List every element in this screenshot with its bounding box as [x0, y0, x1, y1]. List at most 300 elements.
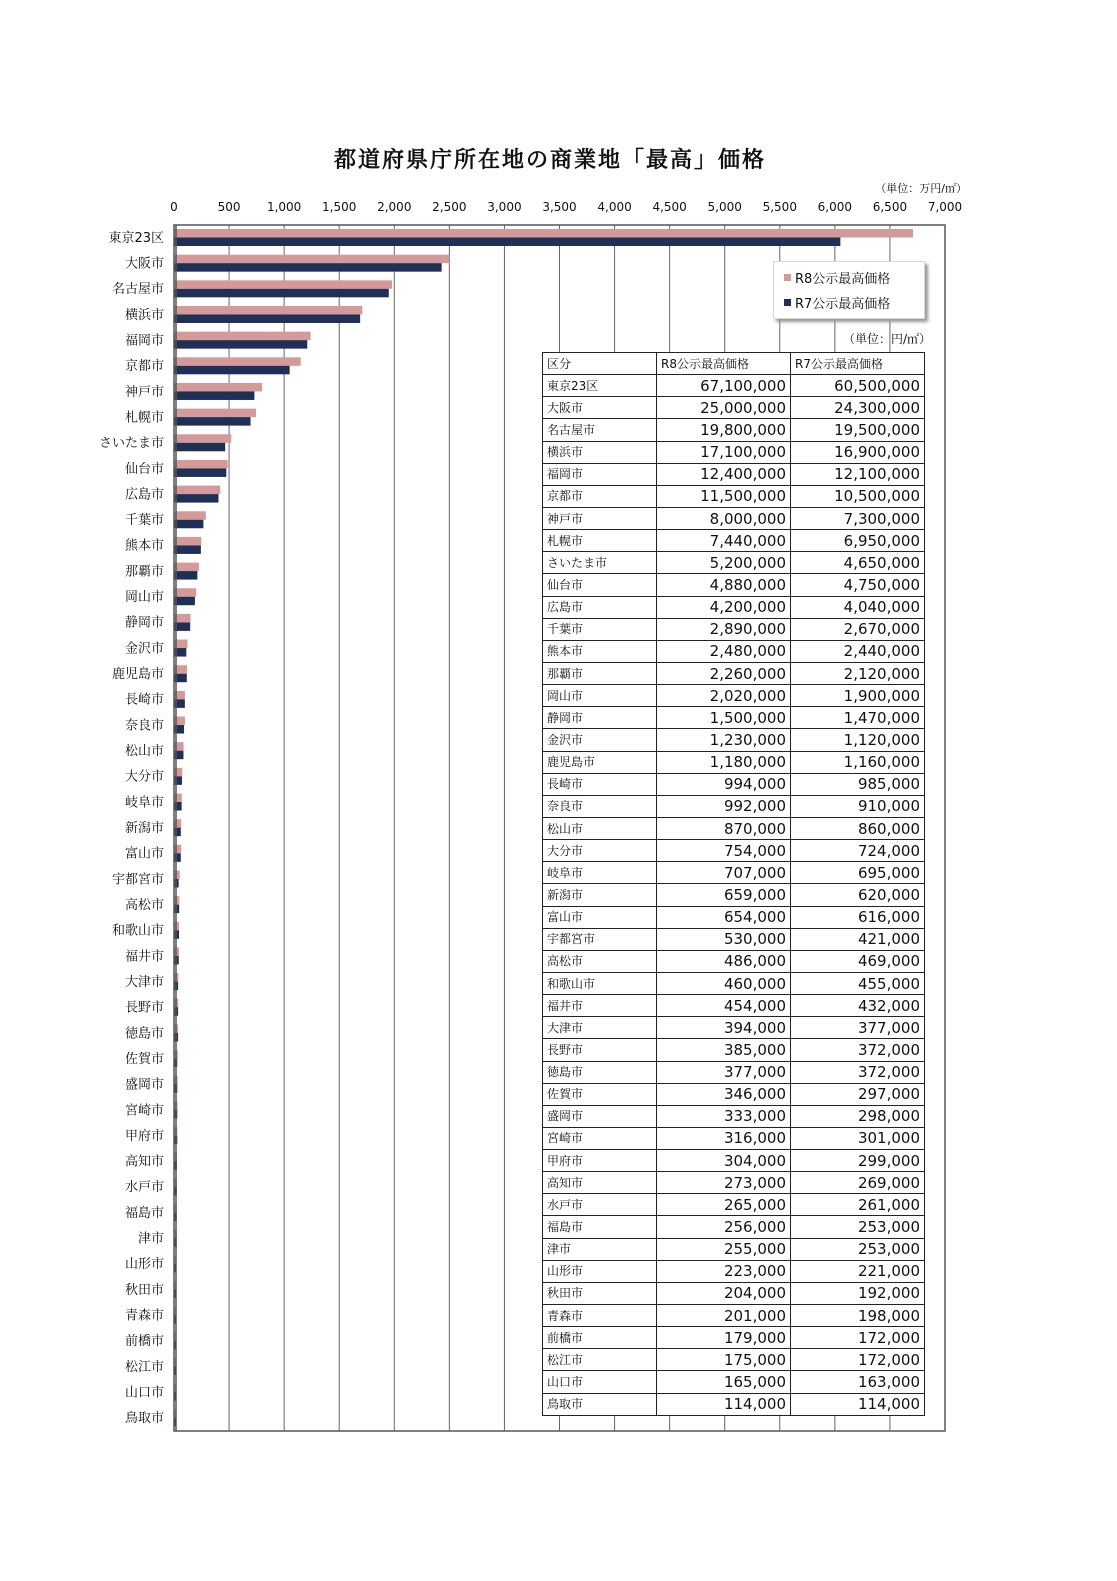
cell-city: 奈良市 [543, 795, 657, 817]
cell-r7-price: 163,000 [791, 1371, 925, 1393]
bar-r7 [174, 391, 254, 400]
cell-city: 高松市 [543, 950, 657, 972]
category-label: 長野市 [124, 1000, 164, 1016]
cell-r8-price: 486,000 [657, 950, 791, 972]
table-row [543, 685, 925, 707]
table-row [543, 707, 925, 729]
cell-city: 大分市 [543, 840, 657, 862]
bar-r7 [174, 468, 226, 477]
bar-r8 [174, 819, 181, 828]
cell-city: 高知市 [543, 1172, 657, 1194]
category-label: 新潟市 [124, 821, 164, 836]
bar-r8 [174, 870, 180, 879]
category-label: 長崎市 [124, 692, 164, 708]
table-row [543, 751, 925, 773]
table-row [543, 1017, 925, 1039]
cell-city: 福井市 [543, 995, 657, 1017]
bar-r7 [174, 828, 181, 837]
cell-r8-price: 256,000 [657, 1216, 791, 1238]
cell-r7-price: 372,000 [791, 1039, 925, 1061]
cell-city: 那覇市 [543, 662, 657, 684]
table-row [543, 1371, 925, 1393]
legend-swatch-r7 [784, 299, 791, 306]
category-label: 高松市 [124, 897, 164, 913]
cell-r8-price: 4,880,000 [657, 574, 791, 596]
category-label: 松山市 [124, 744, 164, 760]
cell-r7-price: 4,040,000 [791, 596, 925, 618]
bar-r7 [174, 776, 182, 785]
cell-r7-price: 192,000 [791, 1282, 925, 1304]
cell-r7-price: 4,750,000 [791, 574, 925, 596]
cell-r8-price: 19,800,000 [657, 419, 791, 441]
cell-city: 新潟市 [543, 884, 657, 906]
category-label: 岡山市 [124, 590, 164, 606]
cell-city: 岡山市 [543, 685, 657, 707]
x-tick-label: 4,500 [652, 200, 687, 214]
category-label: 青森市 [124, 1308, 164, 1324]
cell-r8-price: 754,000 [657, 840, 791, 862]
bar-r7 [174, 571, 197, 580]
bar-r8 [174, 768, 182, 777]
category-label: 宇都宮市 [111, 872, 164, 888]
category-label: 甲府市 [124, 1128, 164, 1144]
cell-r8-price: 454,000 [657, 995, 791, 1017]
category-label: 富山市 [124, 846, 164, 862]
cell-r8-price: 2,890,000 [657, 618, 791, 640]
cell-r7-price: 299,000 [791, 1150, 925, 1172]
table-row [543, 485, 925, 507]
cell-city: 徳島市 [543, 1061, 657, 1083]
bar-r8 [174, 255, 449, 264]
cell-city: 大津市 [543, 1017, 657, 1039]
cell-r8-price: 460,000 [657, 972, 791, 994]
bar-r7 [174, 494, 218, 503]
cell-r7-price: 253,000 [791, 1238, 925, 1260]
bar-r8 [174, 280, 392, 289]
cell-r8-price: 377,000 [657, 1061, 791, 1083]
cell-r8-price: 175,000 [657, 1349, 791, 1371]
bar-r7 [174, 289, 389, 298]
cell-r8-price: 654,000 [657, 906, 791, 928]
cell-r8-price: 4,200,000 [657, 596, 791, 618]
cell-city: 宮崎市 [543, 1127, 657, 1149]
category-label: 福島市 [124, 1205, 164, 1221]
cell-r8-price: 870,000 [657, 817, 791, 839]
cell-r8-price: 273,000 [657, 1172, 791, 1194]
table-row [543, 817, 925, 839]
category-label: 大津市 [124, 974, 164, 990]
table-row [543, 1305, 925, 1327]
category-label: 金沢市 [124, 641, 164, 657]
category-labels [99, 230, 164, 1426]
cell-city: 津市 [543, 1238, 657, 1260]
cell-city: 青森市 [543, 1305, 657, 1327]
cell-r8-price: 114,000 [657, 1393, 791, 1415]
category-label: 前橋市 [124, 1334, 164, 1350]
cell-r8-price: 992,000 [657, 795, 791, 817]
category-label: 千葉市 [124, 513, 164, 529]
table-row [543, 1172, 925, 1194]
cell-r8-price: 346,000 [657, 1083, 791, 1105]
cell-r7-price: 221,000 [791, 1260, 925, 1282]
legend-item-r7 [784, 293, 890, 312]
cell-city: 仙台市 [543, 574, 657, 596]
cell-city: 和歌山市 [543, 972, 657, 994]
cell-r8-price: 223,000 [657, 1260, 791, 1282]
category-label: 福井市 [124, 949, 164, 965]
category-label: 仙台市 [124, 461, 164, 477]
category-label: 岐阜市 [124, 795, 164, 811]
cell-city: 横浜市 [543, 441, 657, 463]
table-row [543, 397, 925, 419]
cell-city: 福島市 [543, 1216, 657, 1238]
table-row [543, 1127, 925, 1149]
legend-label-r7: R7公示最高価格 [795, 297, 891, 312]
bar-r7 [174, 263, 442, 272]
table-row [543, 773, 925, 795]
cell-city: 広島市 [543, 596, 657, 618]
table-row [543, 928, 925, 950]
table-row [543, 1150, 925, 1172]
table-row [543, 441, 925, 463]
x-tick-labels [170, 200, 962, 214]
x-tick-label: 1,000 [266, 200, 302, 214]
table-row [543, 1327, 925, 1349]
table-row [543, 574, 925, 596]
x-tick-label: 7,000 [927, 200, 963, 214]
cell-r7-price: 19,500,000 [791, 419, 925, 441]
bar-r8 [174, 588, 196, 597]
cell-r7-price: 297,000 [791, 1083, 925, 1105]
table-row [543, 862, 925, 884]
cell-city: 金沢市 [543, 729, 657, 751]
table-row [543, 463, 925, 485]
cell-city: 秋田市 [543, 1282, 657, 1304]
bar-r8 [174, 306, 362, 315]
cell-city: 山口市 [543, 1371, 657, 1393]
cell-r7-price: 6,950,000 [791, 530, 925, 552]
cell-r7-price: 860,000 [791, 817, 925, 839]
bar-r8 [174, 434, 231, 443]
cell-r7-price: 24,300,000 [791, 397, 925, 419]
table-row [543, 950, 925, 972]
cell-r8-price: 17,100,000 [657, 441, 791, 463]
cell-r8-price: 1,500,000 [657, 707, 791, 729]
cell-city: 長崎市 [543, 773, 657, 795]
table-row [543, 1349, 925, 1371]
category-label: 佐賀市 [124, 1051, 164, 1067]
category-label: 宮崎市 [124, 1103, 164, 1119]
bar-r8 [174, 332, 311, 341]
cell-r8-price: 2,260,000 [657, 662, 791, 684]
category-label: 鳥取市 [124, 1411, 164, 1427]
table-row [543, 618, 925, 640]
cell-r8-price: 707,000 [657, 862, 791, 884]
cell-r8-price: 1,230,000 [657, 729, 791, 751]
x-tick-label: 6,000 [817, 200, 853, 214]
table-row [543, 552, 925, 574]
cell-city: 名古屋市 [543, 419, 657, 441]
cell-city: 千葉市 [543, 618, 657, 640]
cell-r7-price: 269,000 [791, 1172, 925, 1194]
cell-r7-price: 695,000 [791, 862, 925, 884]
table-row [543, 1238, 925, 1260]
cell-r7-price: 60,500,000 [791, 375, 925, 397]
bar-r7 [174, 417, 251, 426]
category-label: 東京23区 [108, 230, 164, 246]
cell-r7-price: 16,900,000 [791, 441, 925, 463]
category-label: 盛岡市 [124, 1077, 164, 1093]
cell-r8-price: 385,000 [657, 1039, 791, 1061]
cell-r8-price: 994,000 [657, 773, 791, 795]
bar-r8 [174, 511, 206, 520]
cell-r7-price: 421,000 [791, 928, 925, 950]
legend-item-r8 [784, 268, 890, 287]
table-row [543, 530, 925, 552]
cell-r8-price: 2,480,000 [657, 640, 791, 662]
cell-r7-price: 198,000 [791, 1305, 925, 1327]
cell-r8-price: 5,200,000 [657, 552, 791, 574]
bar-r8 [174, 383, 262, 392]
cell-r7-price: 2,120,000 [791, 662, 925, 684]
table-header-row [543, 353, 925, 375]
cell-r8-price: 11,500,000 [657, 485, 791, 507]
cell-r8-price: 7,440,000 [657, 530, 791, 552]
table-row [543, 640, 925, 662]
bar-r8 [174, 537, 201, 546]
category-label: さいたま市 [98, 436, 164, 452]
category-label: 大分市 [124, 769, 164, 785]
table-row [543, 884, 925, 906]
x-tick-label: 4,000 [597, 200, 632, 214]
cell-city: 前橋市 [543, 1327, 657, 1349]
category-label: 奈良市 [124, 718, 164, 734]
cell-r8-price: 255,000 [657, 1238, 791, 1260]
cell-r8-price: 265,000 [657, 1194, 791, 1216]
category-label: 熊本市 [124, 538, 164, 554]
cell-city: 神戸市 [543, 507, 657, 529]
legend [773, 261, 925, 319]
cell-r8-price: 304,000 [657, 1150, 791, 1172]
x-tick-label: 500 [217, 200, 241, 214]
category-label: 大阪市 [124, 256, 164, 272]
cell-r8-price: 2,020,000 [657, 685, 791, 707]
x-tick-label: 3,500 [542, 200, 577, 214]
cell-r8-price: 8,000,000 [657, 507, 791, 529]
table-row [543, 662, 925, 684]
table-row [543, 1260, 925, 1282]
cell-r8-price: 204,000 [657, 1282, 791, 1304]
cell-r7-price: 616,000 [791, 906, 925, 928]
price-table [542, 352, 925, 1416]
cell-r7-price: 7,300,000 [791, 507, 925, 529]
category-label: 広島市 [124, 487, 164, 503]
cell-city: 大阪市 [543, 397, 657, 419]
cell-city: さいたま市 [543, 552, 657, 574]
table-row [543, 1039, 925, 1061]
category-label: 札幌市 [124, 410, 164, 426]
cell-city: 岐阜市 [543, 862, 657, 884]
table-row [543, 729, 925, 751]
table-unit-label: （単位：円/㎡） [843, 332, 932, 346]
bar-r7 [174, 802, 182, 811]
cell-city: 鹿児島市 [543, 751, 657, 773]
cell-city: 山形市 [543, 1260, 657, 1282]
bar-r8 [174, 486, 220, 495]
table-row [543, 1061, 925, 1083]
cell-city: 松山市 [543, 817, 657, 839]
table-row [543, 995, 925, 1017]
cell-city: 熊本市 [543, 640, 657, 662]
cell-r7-price: 253,000 [791, 1216, 925, 1238]
header-r8: R8公示最高価格 [657, 353, 791, 375]
cell-r8-price: 1,180,000 [657, 751, 791, 773]
cell-r7-price: 4,650,000 [791, 552, 925, 574]
cell-r7-price: 1,120,000 [791, 729, 925, 751]
bar-r7 [174, 853, 181, 862]
cell-r8-price: 201,000 [657, 1305, 791, 1327]
cell-r7-price: 12,100,000 [791, 463, 925, 485]
table-row [543, 972, 925, 994]
category-label: 神戸市 [124, 384, 164, 400]
cell-r7-price: 172,000 [791, 1349, 925, 1371]
bar-r7 [174, 314, 360, 323]
category-label: 水戸市 [124, 1180, 164, 1196]
category-label: 松江市 [124, 1359, 164, 1375]
header-r7: R7公示最高価格 [791, 353, 925, 375]
table-row [543, 1194, 925, 1216]
table-row [543, 1393, 925, 1415]
cell-city: 静岡市 [543, 707, 657, 729]
x-tick-label: 6,500 [872, 200, 908, 214]
bar-r7 [174, 520, 203, 529]
table-row [543, 1216, 925, 1238]
x-tick-label: 5,500 [762, 200, 797, 214]
header-category: 区分 [543, 353, 657, 375]
category-label: 京都市 [124, 359, 164, 375]
cell-r8-price: 394,000 [657, 1017, 791, 1039]
cell-city: 松江市 [543, 1349, 657, 1371]
cell-r7-price: 620,000 [791, 884, 925, 906]
category-label: 和歌山市 [111, 923, 164, 939]
cell-city: 佐賀市 [543, 1083, 657, 1105]
cell-r7-price: 301,000 [791, 1127, 925, 1149]
cell-r8-price: 67,100,000 [657, 375, 791, 397]
cell-r8-price: 333,000 [657, 1105, 791, 1127]
cell-r7-price: 1,900,000 [791, 685, 925, 707]
cell-r8-price: 316,000 [657, 1127, 791, 1149]
cell-city: 富山市 [543, 906, 657, 928]
cell-city: 長野市 [543, 1039, 657, 1061]
cell-city: 福岡市 [543, 463, 657, 485]
bar-r7 [174, 545, 201, 554]
category-label: 高知市 [124, 1154, 164, 1170]
chart-title: 都道府県庁所在地の商業地「最高」価格 [333, 148, 766, 173]
cell-r8-price: 659,000 [657, 884, 791, 906]
bar-r7 [174, 238, 840, 247]
chart-unit-label: （単位：万円/㎡） [875, 182, 967, 195]
category-label: 山口市 [124, 1385, 164, 1401]
cell-r7-price: 114,000 [791, 1393, 925, 1415]
bar-r8 [174, 563, 199, 572]
bar-r8 [174, 794, 182, 803]
bar-r8 [174, 357, 301, 366]
table-row [543, 840, 925, 862]
category-label: 名古屋市 [111, 282, 164, 298]
cell-city: 宇都宮市 [543, 928, 657, 950]
category-label: 横浜市 [124, 307, 164, 323]
cell-r7-price: 1,470,000 [791, 707, 925, 729]
bar-r8 [174, 229, 913, 238]
bar-r7 [174, 597, 195, 606]
cell-r7-price: 455,000 [791, 972, 925, 994]
category-label: 鹿児島市 [111, 667, 164, 683]
x-tick-label: 2,500 [432, 200, 467, 214]
table-row [543, 596, 925, 618]
table-row [543, 1105, 925, 1127]
cell-r7-price: 910,000 [791, 795, 925, 817]
category-label: 福岡市 [124, 333, 164, 349]
cell-city: 鳥取市 [543, 1393, 657, 1415]
legend-swatch-r8 [784, 274, 791, 281]
table-row [543, 906, 925, 928]
category-label: 徳島市 [124, 1026, 164, 1042]
table-row [543, 1083, 925, 1105]
table-row [543, 375, 925, 397]
cell-r7-price: 372,000 [791, 1061, 925, 1083]
category-label: 秋田市 [124, 1282, 164, 1298]
x-tick-label: 5,000 [707, 200, 742, 214]
cell-r7-price: 1,160,000 [791, 751, 925, 773]
cell-city: 東京23区 [543, 375, 657, 397]
category-label: 那覇市 [124, 564, 164, 580]
bar-r8 [174, 409, 256, 418]
category-label: 津市 [137, 1231, 164, 1247]
cell-r8-price: 530,000 [657, 928, 791, 950]
cell-r7-price: 724,000 [791, 840, 925, 862]
cell-r7-price: 2,670,000 [791, 618, 925, 640]
bar-r7 [174, 443, 225, 452]
category-label: 静岡市 [124, 615, 164, 631]
x-tick-label: 0 [170, 200, 178, 214]
cell-r7-price: 172,000 [791, 1327, 925, 1349]
cell-r7-price: 377,000 [791, 1017, 925, 1039]
bar-r7 [174, 340, 307, 349]
cell-r7-price: 261,000 [791, 1194, 925, 1216]
table-row [543, 419, 925, 441]
cell-r7-price: 432,000 [791, 995, 925, 1017]
cell-r7-price: 985,000 [791, 773, 925, 795]
cell-r7-price: 10,500,000 [791, 485, 925, 507]
bar-r8 [174, 460, 228, 469]
cell-city: 水戸市 [543, 1194, 657, 1216]
bar-r8 [174, 845, 181, 854]
cell-r7-price: 2,440,000 [791, 640, 925, 662]
cell-city: 札幌市 [543, 530, 657, 552]
cell-r8-price: 12,400,000 [657, 463, 791, 485]
cell-city: 盛岡市 [543, 1105, 657, 1127]
table-row [543, 1282, 925, 1304]
cell-city: 甲府市 [543, 1150, 657, 1172]
cell-city: 京都市 [543, 485, 657, 507]
category-label: 山形市 [124, 1257, 164, 1273]
cell-r8-price: 25,000,000 [657, 397, 791, 419]
cell-r8-price: 165,000 [657, 1371, 791, 1393]
cell-r8-price: 179,000 [657, 1327, 791, 1349]
table-row [543, 507, 925, 529]
x-tick-label: 1,500 [322, 200, 357, 214]
legend-label-r8: R8公示最高価格 [795, 272, 891, 287]
